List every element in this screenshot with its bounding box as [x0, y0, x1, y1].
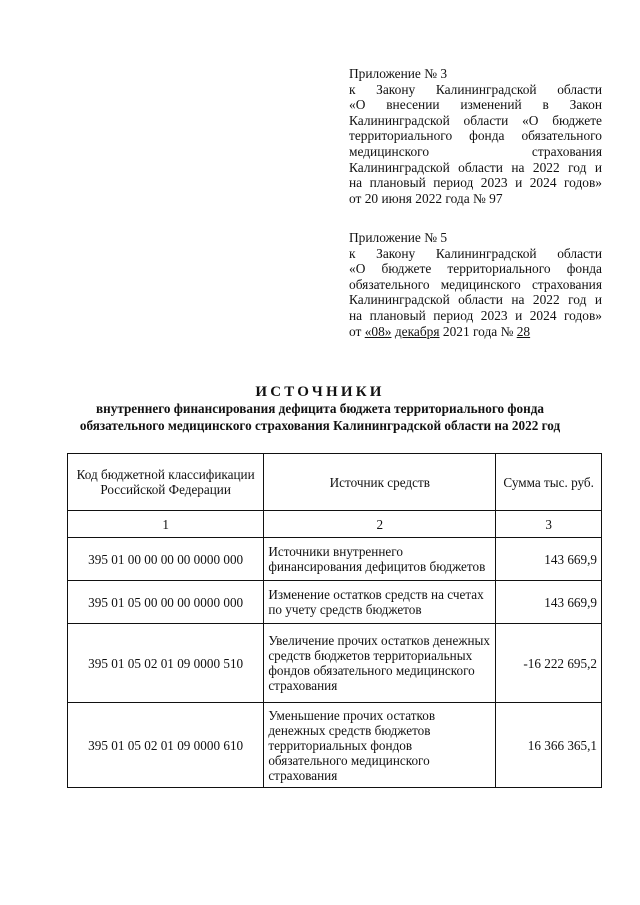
amount-cell: 16 366 365,1 [496, 703, 602, 788]
source-cell: Изменение остатков средств на счетах по учету средств бюджетов [264, 581, 496, 624]
table-row [68, 703, 602, 788]
annex-3-line: к Закону Калининградской области [349, 81, 602, 97]
annex-3-line: медицинского страхования [349, 143, 602, 159]
annex-3-line: от 20 июня 2022 года № 97 [349, 190, 503, 206]
document-title-block [0, 384, 640, 434]
annex-5-header [349, 230, 602, 339]
column-number: 1 [68, 511, 264, 538]
header-amount: Сумма тыс. руб. [496, 454, 602, 511]
header-code: Код бюджетной классификации Российской Федерации [68, 454, 264, 511]
date-month: декабря [394, 323, 440, 339]
annex-5-line: к Закону Калининградской области [349, 245, 602, 261]
annex-5-date-line [349, 324, 602, 340]
column-number-row [68, 511, 602, 538]
amount-cell: 143 669,9 [496, 581, 602, 624]
annex-3-line: «О внесении изменений в Закон [349, 97, 602, 113]
amount-cell: -16 222 695,2 [496, 624, 602, 703]
table-header-row [68, 454, 602, 511]
amount-cell: 143 669,9 [496, 538, 602, 581]
source-cell: Источники внутреннего финансирования дефицитов бюджетов [264, 538, 496, 581]
annex-3-header [349, 66, 602, 206]
code-cell: 395 01 05 02 01 09 0000 610 [68, 703, 264, 788]
source-cell: Уменьшение прочих остатков денежных средств бюджетов территориальных фондов обязательного медицинского страхования [264, 703, 496, 788]
annex-3-line: Калининградской области на 2022 год и [349, 159, 602, 175]
source-cell: Увеличение прочих остатков денежных средств бюджетов территориальных фондов обязательного медицинского страхования [264, 624, 496, 703]
annex-5-line: «О бюджете территориального фонда [349, 261, 602, 277]
annex-5-line: на плановый период 2023 и 2024 годов» [349, 307, 602, 323]
annex-3-line: на плановый период 2023 и 2024 годов» [349, 175, 602, 191]
annex-3-line: территориального фонда обязательного [349, 128, 602, 144]
table-row [68, 624, 602, 703]
table-row [68, 581, 602, 624]
annex-3-line: Калининградской области «О бюджете [349, 112, 602, 128]
date-prefix: от [349, 323, 365, 339]
column-number: 3 [496, 511, 602, 538]
document-subtitle-line: обязательного медицинского страхования Калининградской области на 2022 год [79, 417, 561, 433]
annex-5-line: обязательного медицинского страхования [349, 276, 602, 292]
column-number: 2 [264, 511, 496, 538]
annex-5-line: Приложение № 5 [349, 230, 448, 245]
code-cell: 395 01 00 00 00 00 0000 000 [68, 538, 264, 581]
code-cell: 395 01 05 00 00 00 0000 000 [68, 581, 264, 624]
document-title: ИСТОЧНИКИ [255, 384, 385, 400]
table-row [68, 538, 602, 581]
annex-5-line: Калининградской области на 2022 год и [349, 292, 602, 308]
header-source: Источник средств [264, 454, 496, 511]
date-mid: 2021 года № [439, 323, 517, 339]
date-day: «08» [364, 323, 392, 339]
sources-table [67, 453, 602, 788]
annex-3-line: Приложение № 3 [349, 66, 448, 81]
code-cell: 395 01 05 02 01 09 0000 510 [68, 624, 264, 703]
document-subtitle-line: внутреннего финансирования дефицита бюджета территориального фонда [96, 401, 544, 416]
law-number: 28 [516, 323, 531, 339]
